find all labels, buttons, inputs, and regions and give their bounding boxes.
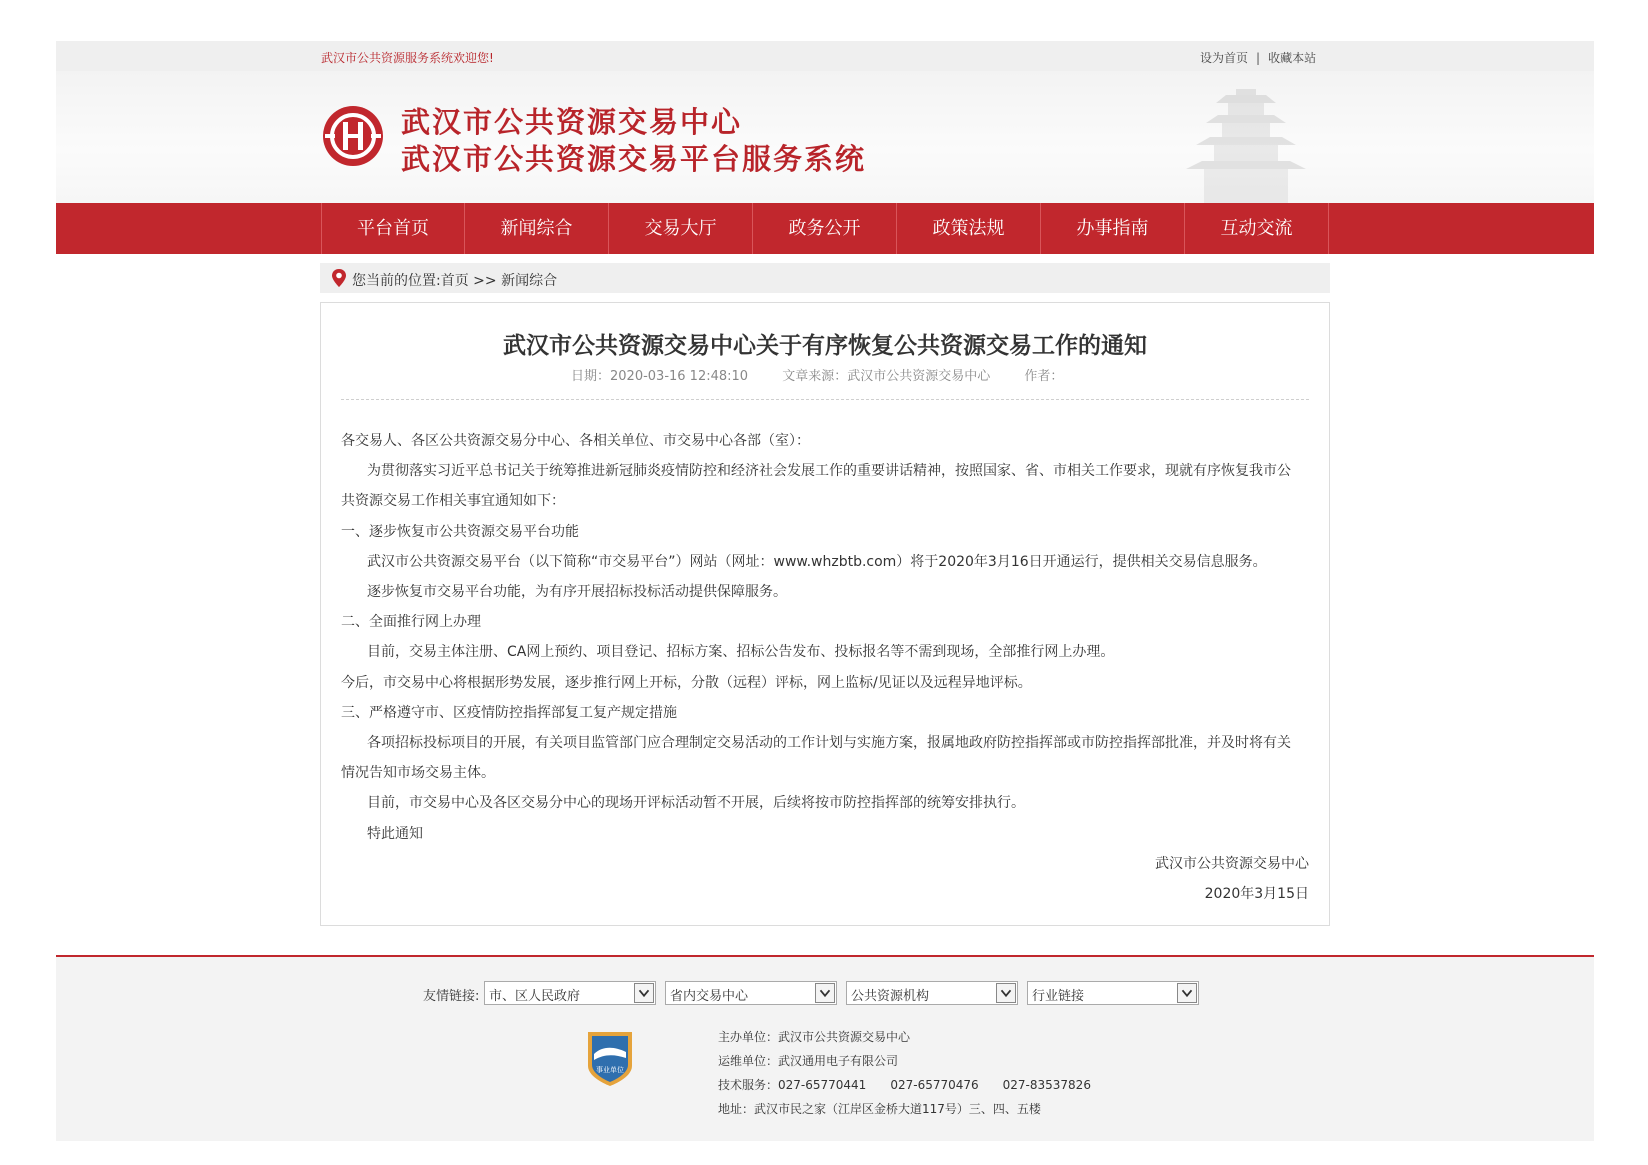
chevron-down-icon[interactable] <box>1177 983 1197 1003</box>
main-nav <box>56 203 1594 254</box>
article-signature: 武汉市公共资源交易中心 <box>1155 855 1309 872</box>
bookmark-link[interactable]: 收藏本站 <box>1268 51 1317 65</box>
article-body <box>341 426 1309 909</box>
article-divider <box>341 399 1309 400</box>
article-signature-date: 2020年3月15日 <box>1204 886 1309 903</box>
article-paragraph: 为贯彻落实习近平总书记关于统筹推进新冠肺炎疫情防控和经济社会发展工作的重要讲话精神，按照国家、省、市相关工作要求，现就有序恢复我市公 <box>367 463 1291 480</box>
nav-item-trading-hall[interactable]: 交易大厅 <box>609 203 753 254</box>
article-source: 文章来源：武汉市公共资源交易中心 <box>782 369 991 384</box>
pagoda-background-icon <box>1156 81 1336 203</box>
badge-text: 事业单位 <box>596 1066 624 1074</box>
breadcrumb-text[interactable]: 您当前的位置:首页 >> 新闻综合 <box>352 273 558 289</box>
article-salutation: 各交易人、各区公共资源交易分中心、各相关单位、市交易中心各部（室）： <box>341 433 810 449</box>
location-pin-icon <box>330 268 348 288</box>
article-paragraph: 今后，市交易中心将根据形势发展，逐步推行网上开标，分散（远程）评标，网上监标/见证以及远程异地评标。 <box>341 674 1032 691</box>
friend-links-label: 友情链接: <box>423 989 480 1004</box>
site-footer <box>56 955 1594 1141</box>
select-provincial-centers[interactable] <box>665 981 837 1005</box>
footer-tel-3: 027-83537826 <box>1002 1078 1091 1092</box>
select-industry-links[interactable] <box>1027 981 1199 1005</box>
article-heading: 三、严格遵守市、区疫情防控指挥部复工复产规定措施 <box>341 704 677 721</box>
site-header <box>56 71 1594 203</box>
select-value: 市、区人民政府 <box>489 989 581 1004</box>
main-nav-items <box>321 203 1329 254</box>
chevron-down-icon[interactable] <box>634 983 654 1003</box>
public-institution-badge-icon[interactable] <box>584 1028 636 1088</box>
breadcrumb <box>320 263 1330 293</box>
select-value: 行业链接 <box>1032 989 1085 1004</box>
article-paragraph: 武汉市公共资源交易平台（以下简称“市交易平台”）网站（网址：www.whzbtb.com）将于2020年3月16日开通运行，提供相关交易信息服务。 <box>367 553 1267 570</box>
footer-info <box>718 1025 1091 1121</box>
footer-tel-1: 技术服务：027-65770441 <box>718 1078 867 1092</box>
article-paragraph: 共资源交易工作相关事宜通知如下： <box>341 493 565 510</box>
nav-item-government-affairs[interactable]: 政务公开 <box>753 203 897 254</box>
footer-address: 地址：武汉市民之家（江岸区金桥大道117号）三、四、五楼 <box>718 1102 1041 1116</box>
welcome-text: 武汉市公共资源服务系统欢迎您! <box>321 51 494 65</box>
article-paragraph: 各项招标投标项目的开展，有关项目监管部门应合理制定交易活动的工作计划与实施方案，报属地政府防控指挥部或市防控指挥部批准，并及时将有关 <box>367 735 1291 752</box>
footer-tel-2: 027-65770476 <box>890 1078 979 1092</box>
select-value: 省内交易中心 <box>670 989 749 1004</box>
article-author: 作者： <box>1024 369 1064 384</box>
top-bar <box>56 41 1594 71</box>
select-city-government[interactable] <box>484 981 656 1005</box>
article-paragraph: 逐步恢复市交易平台功能，为有序开展招标投标活动提供保障服务。 <box>367 584 787 601</box>
article-heading: 二、全面推行网上办理 <box>341 614 481 631</box>
article-paragraph: 情况告知市场交易主体。 <box>341 765 495 782</box>
article-paragraph: 目前，交易主体注册、CA网上预约、项目登记、招标方案、招标公告发布、投标报名等不需到现场，全部推行网上办理。 <box>367 644 1115 661</box>
nav-item-news[interactable]: 新闻综合 <box>465 203 609 254</box>
top-links <box>1200 49 1316 66</box>
article-meta <box>571 365 1093 384</box>
chevron-down-icon[interactable] <box>996 983 1016 1003</box>
article-panel <box>320 302 1330 926</box>
chevron-down-icon[interactable] <box>815 983 835 1003</box>
site-logo-icon[interactable] <box>321 104 385 168</box>
nav-item-guide[interactable]: 办事指南 <box>1041 203 1185 254</box>
nav-item-interaction[interactable]: 互动交流 <box>1185 203 1329 254</box>
article-heading: 一、逐步恢复市公共资源交易平台功能 <box>341 523 579 540</box>
set-home-link[interactable]: 设为首页 <box>1200 51 1249 65</box>
select-value: 公共资源机构 <box>851 989 930 1004</box>
select-public-resource-agencies[interactable] <box>846 981 1018 1005</box>
article-closing: 特此通知 <box>367 825 423 842</box>
site-title-line2: 武汉市公共资源交易平台服务系统 <box>401 142 867 176</box>
article-paragraph: 目前，市交易中心及各区交易分中心的现场开评标活动暂不开展，后续将按市防控指挥部的统筹安排执行。 <box>367 795 1025 812</box>
page <box>56 41 1594 1141</box>
footer-tech-service <box>718 1073 1091 1097</box>
article-title: 武汉市公共资源交易中心关于有序恢复公共资源交易工作的通知 <box>503 333 1147 359</box>
nav-item-policies[interactable]: 政策法规 <box>897 203 1041 254</box>
article-date: 日期：2020-03-16 12:48:10 <box>571 369 749 384</box>
footer-operator: 运维单位：武汉通用电子有限公司 <box>718 1054 899 1068</box>
top-links-separator: | <box>1256 51 1261 65</box>
nav-item-home[interactable]: 平台首页 <box>321 203 465 254</box>
footer-host: 主办单位：武汉市公共资源交易中心 <box>718 1030 911 1044</box>
site-title-line1: 武汉市公共资源交易中心 <box>401 105 743 139</box>
